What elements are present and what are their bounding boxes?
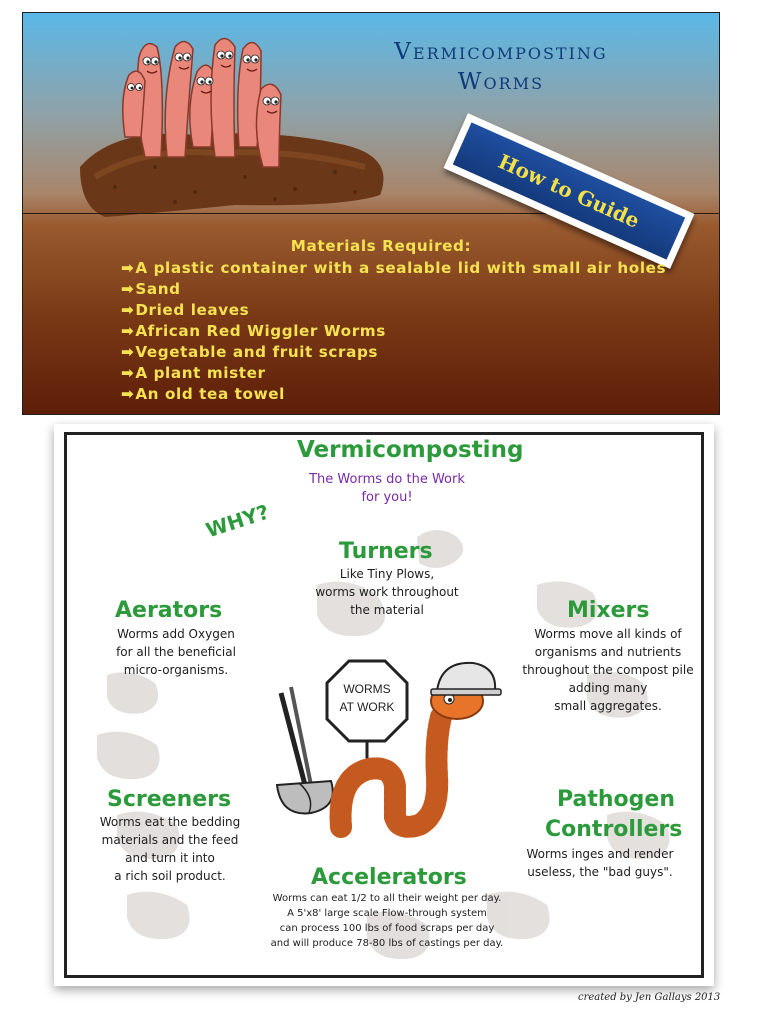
pathogen-text: Worms inges and render useless, the "bad guys". <box>526 847 674 879</box>
arrow-icon: ➡ <box>121 301 135 319</box>
list-item: ➡Vegetable and fruit scraps <box>121 343 379 361</box>
arrow-icon: ➡ <box>121 322 135 340</box>
turners-heading: Turners <box>339 539 433 564</box>
aerators-heading: Aerators <box>115 598 223 623</box>
arrow-icon: ➡ <box>121 259 135 277</box>
screeners-heading: Screeners <box>107 787 232 812</box>
list-item: ➡Dried leaves <box>121 301 250 319</box>
list-item: ➡A plastic container with a sealable lid with small air holes <box>121 259 667 277</box>
why-label: WHY? <box>202 499 273 543</box>
arrow-icon: ➡ <box>121 343 135 361</box>
list-item: ➡African Red Wiggler Worms <box>121 322 386 340</box>
banner-title <box>351 37 651 97</box>
arrow-icon: ➡ <box>121 385 135 403</box>
arrow-icon: ➡ <box>121 280 135 298</box>
arrow-icon: ➡ <box>121 364 135 382</box>
list-item: ➡Sand <box>121 280 181 298</box>
turners-text: Like Tiny Plows, worms work throughout the material <box>315 567 459 617</box>
sign-text-line1: WORMS <box>343 682 391 696</box>
list-item: ➡An old tea towel <box>121 385 285 403</box>
mixers-text: Worms move all kinds of organisms and nutrients throughout the compost pile adding many small aggregates. <box>522 627 694 713</box>
credit-text: created by Jen Gallays 2013 <box>578 992 721 1003</box>
poster-title: Vermicomposting <box>297 437 524 463</box>
mixers-heading: Mixers <box>567 598 650 623</box>
worm-at-work-illustration <box>269 657 509 847</box>
aerators-text: Worms add Oxygen for all the beneficial micro-organisms. <box>116 627 236 677</box>
pathogen-heading-line1: Pathogen <box>557 787 676 812</box>
pathogen-heading-line2: Controllers <box>545 817 683 842</box>
banner-title-line2: Worms <box>457 69 545 95</box>
hard-hat-icon <box>431 663 501 695</box>
list-item: ➡A plant mister <box>121 364 266 382</box>
screeners-text: Worms eat the bedding materials and the feed and turn it into a rich soil product. <box>99 815 241 883</box>
banner-slide <box>22 12 720 415</box>
shovel-icon <box>277 687 333 813</box>
materials-heading: Materials Required: <box>290 237 472 255</box>
accelerators-heading: Accelerators <box>311 865 467 890</box>
banner-title-line1: Vermicomposting <box>394 39 608 65</box>
poster-subtitle: The Worms do the Work for you! <box>309 472 465 505</box>
sign-text-line2: AT WORK <box>339 700 395 714</box>
accelerators-text: Worms can eat 1/2 to all their weight per day. A 5'x8' large scale Flow-through system can process 100 lbs of food scraps per day and will produce 78-80 lbs of castings per day. <box>270 893 504 949</box>
how-to-guide-label: How to Guide <box>453 122 685 259</box>
vermicomposting-poster <box>64 432 704 978</box>
